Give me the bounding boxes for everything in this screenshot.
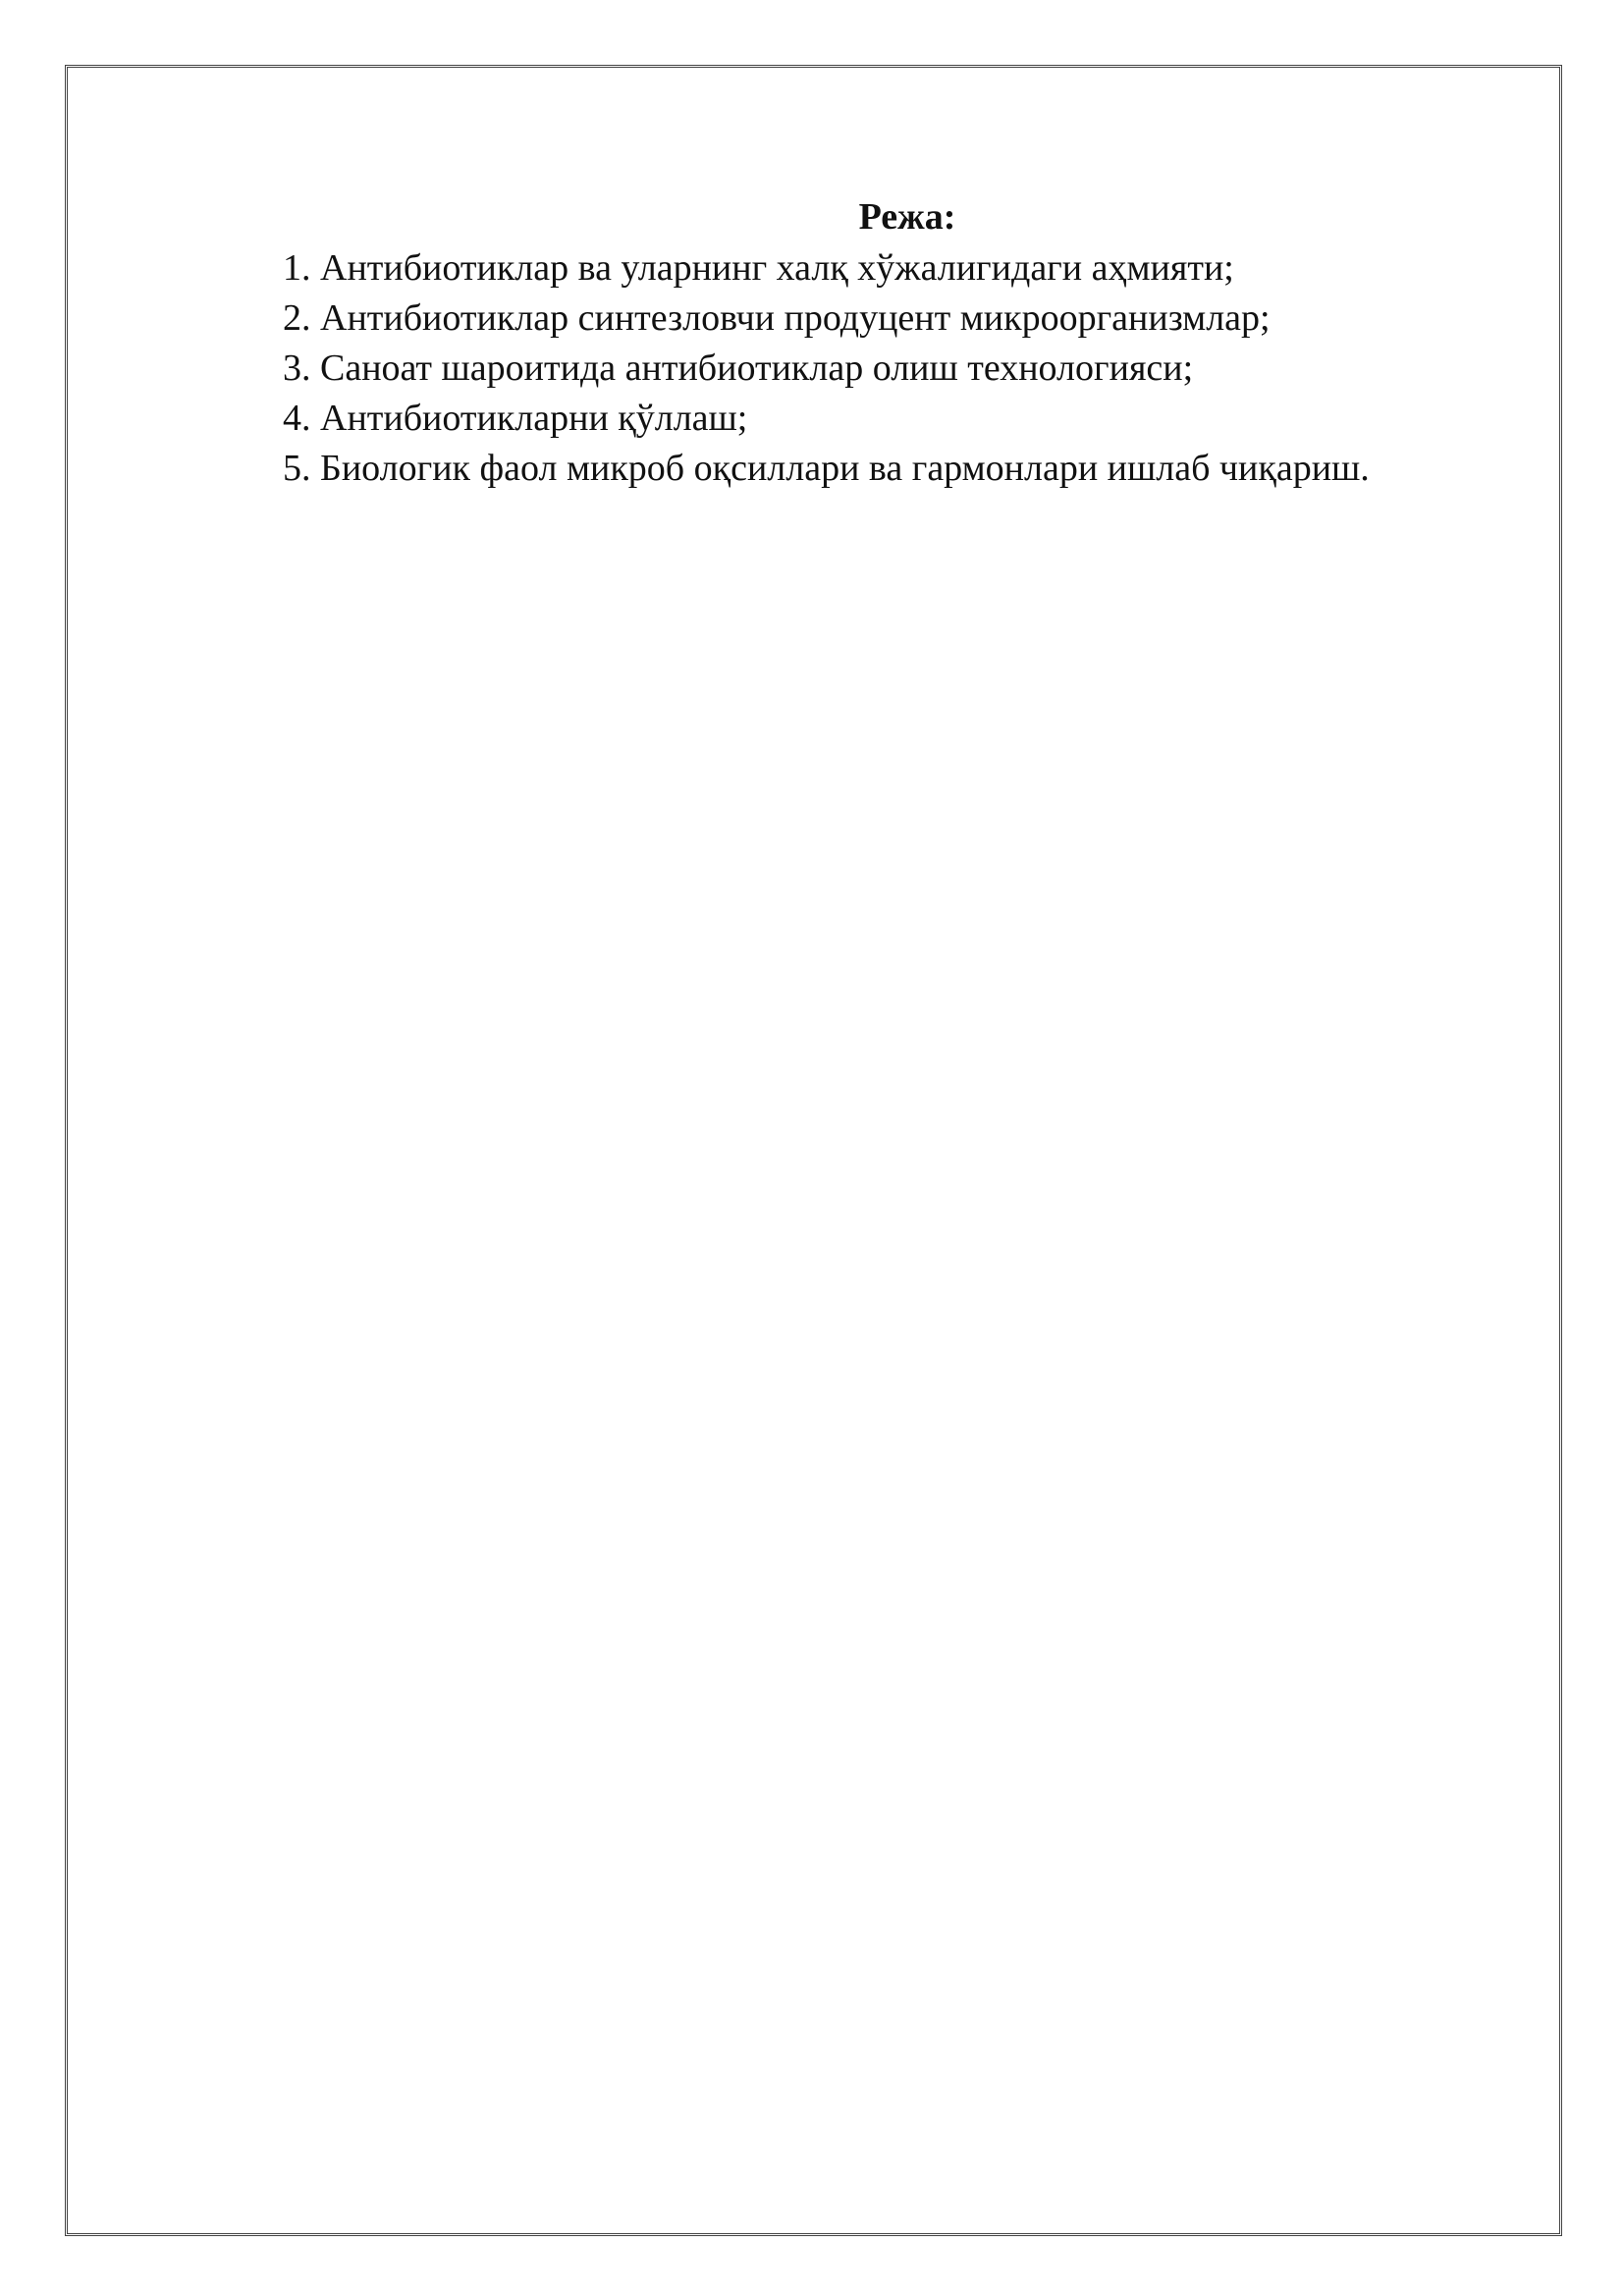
list-item-text: Антибиотикларни қўллаш;: [320, 398, 748, 439]
list-item-number: 1.: [283, 247, 311, 289]
list-item-text: Антибиотиклар ва уларнинг халқ хўжалигидаги аҳмияти;: [320, 247, 1234, 289]
list-item-number: 3.: [283, 347, 311, 389]
plan-title: Режа:: [858, 196, 956, 238]
list-item-number: 4.: [283, 398, 311, 439]
list-item-number: 2.: [283, 297, 311, 339]
list-item: [283, 294, 1515, 344]
plan-list: [283, 243, 1515, 494]
list-item: [283, 243, 1515, 294]
list-item: [283, 394, 1515, 444]
list-item-text: Биологик фаол микроб оқсиллари ва гармонлари ишлаб чиқариш.: [320, 448, 1370, 489]
list-item-number: 5.: [283, 448, 311, 489]
list-item-text: Саноат шароитида антибиотиклар олиш технологияси;: [320, 347, 1194, 389]
list-item: [283, 344, 1515, 394]
list-item: [283, 444, 1515, 494]
list-item-text: Антибиотиклар синтезловчи продуцент микроорганизмлар;: [320, 297, 1271, 339]
